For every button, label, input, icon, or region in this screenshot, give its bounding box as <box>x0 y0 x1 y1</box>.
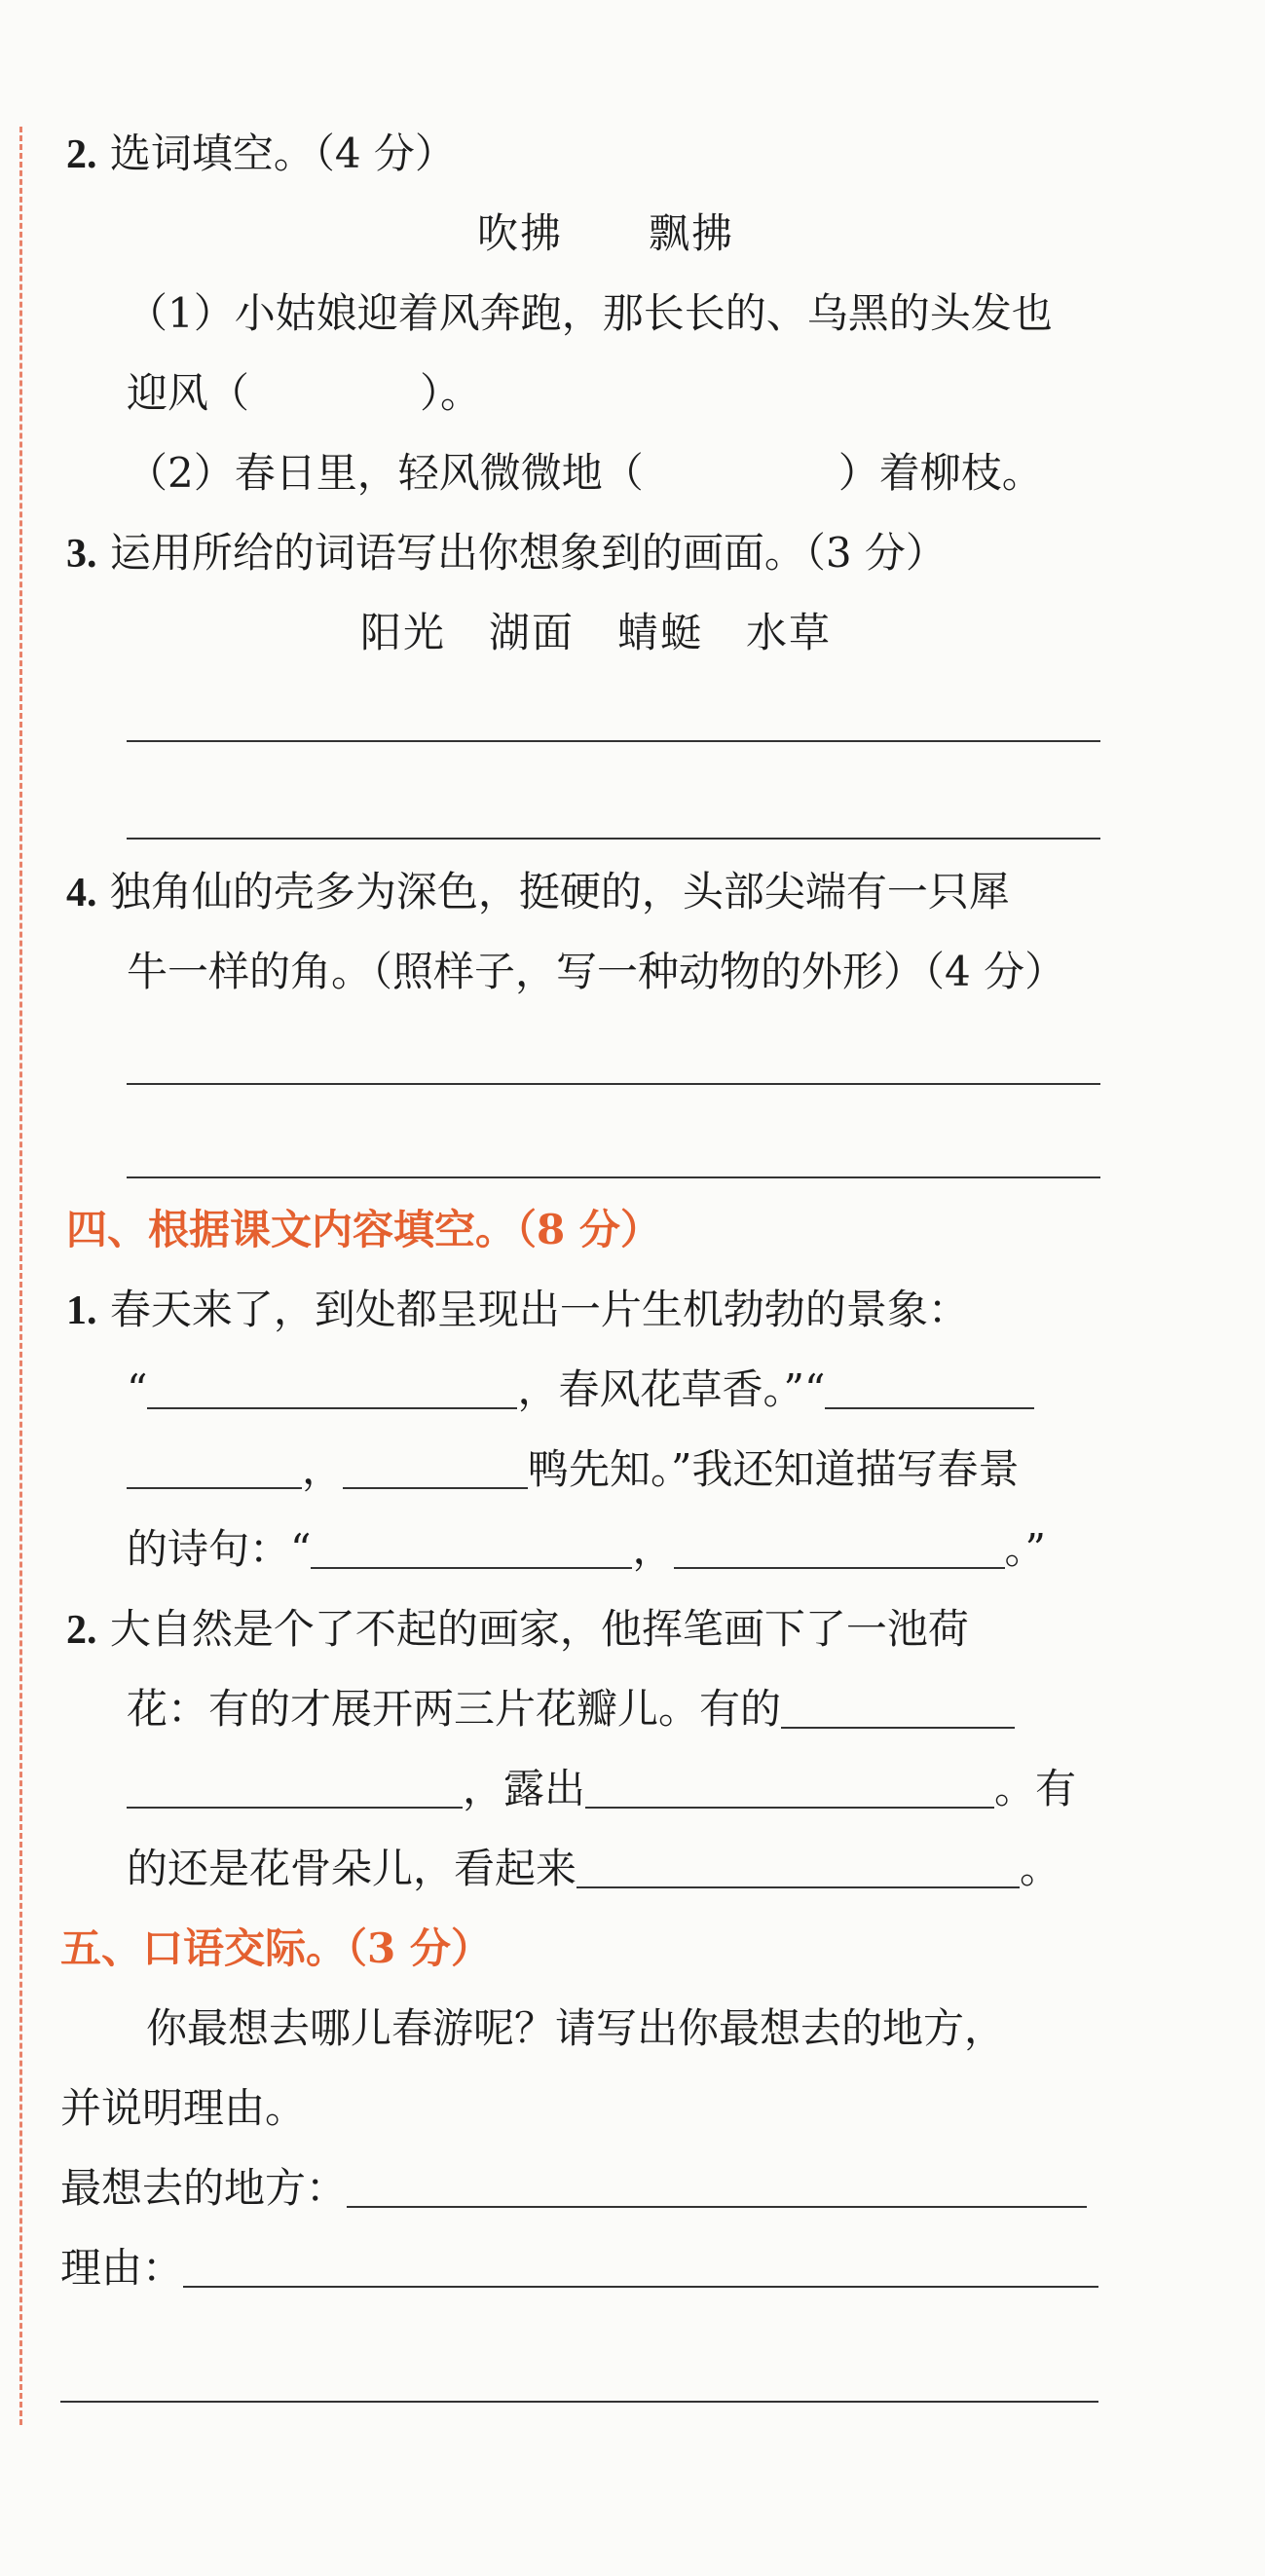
blank[interactable] <box>311 1528 632 1569</box>
question-number: 1. <box>66 1288 97 1333</box>
question-number: 3. <box>66 532 97 577</box>
sec4-p2-line-2: 花：有的才展开两三片花瓣儿。有的 <box>127 1682 1015 1736</box>
blank[interactable] <box>825 1368 1034 1409</box>
blank[interactable] <box>577 1848 1020 1888</box>
answer-line[interactable] <box>127 740 1100 742</box>
question-number: 2. <box>66 132 97 177</box>
question-2-heading <box>66 127 456 182</box>
answer-line[interactable] <box>127 1083 1100 1085</box>
word-choices: 吹拂 飘拂 <box>477 209 735 257</box>
blank[interactable] <box>127 1768 463 1809</box>
question-4-line-2: 牛一样的角。（照样子，写一种动物的外形）（4 分） <box>127 948 1066 995</box>
sec4-p2-line-1: 2. 大自然是个了不起的画家，他挥笔画下了一池荷 <box>66 1605 969 1653</box>
blank[interactable] <box>147 1368 517 1409</box>
place-label: 最想去的地方： <box>60 2164 348 2212</box>
question-4-line-1: 4. 独角仙的壳多为深色，挺硬的，头部尖端有一只犀 <box>66 868 1010 915</box>
answer-line[interactable] <box>60 2401 1098 2403</box>
blank[interactable] <box>781 1688 1015 1729</box>
reason-row <box>60 2241 1098 2296</box>
section-4-title: 四、根据课文内容填空。（8 分） <box>66 1206 661 1253</box>
sec4-p2-line-3: ，露出 。有 <box>127 1762 1076 1816</box>
sec4-p2-line-4: 的还是花骨朵儿，看起来 。 <box>127 1845 1061 1892</box>
question-title: 运用所给的词语写出你想象到的画面。（3 分） <box>109 529 947 577</box>
section-5-title: 五、口语交际。（3 分） <box>60 1924 492 1972</box>
blank[interactable] <box>585 1768 994 1809</box>
question-3-heading <box>66 526 947 581</box>
margin-dashed-line <box>19 127 22 2425</box>
blank[interactable] <box>343 1448 528 1489</box>
sec4-p1-line-4: 的诗句：“ ， 。” <box>127 1525 1046 1573</box>
blank[interactable] <box>127 1448 302 1489</box>
given-words: 阳光 湖面 蜻蜓 水草 <box>360 609 833 656</box>
reason-label: 理由： <box>60 2244 184 2292</box>
question-number: 2. <box>66 1608 97 1653</box>
question-title: 选词填空。（4 分） <box>109 130 456 177</box>
reason-answer-line[interactable] <box>183 2247 1098 2288</box>
sentence-2: （2）春日里，轻风微微地（ ）着柳枝。 <box>127 449 1043 497</box>
sentence-1-line-2: 迎风（ ）。 <box>127 369 482 417</box>
question-number: 4. <box>66 871 97 915</box>
place-answer-line[interactable] <box>347 2167 1087 2208</box>
place-row <box>60 2161 1087 2216</box>
blank[interactable] <box>674 1528 1005 1569</box>
answer-line[interactable] <box>127 1176 1100 1178</box>
answer-line[interactable] <box>127 838 1100 840</box>
sec5-paragraph-line-2: 并说明理由。 <box>60 2084 307 2132</box>
sec4-p1-line-3: ， 鸭先知。”我还知道描写春景 <box>127 1442 1020 1497</box>
sentence-1-line-1: （1）小姑娘迎着风奔跑，那长长的、乌黑的头发也 <box>127 289 1053 337</box>
sec4-p1-line-2: “ ，春风花草香。”“ <box>127 1363 1034 1417</box>
sec5-paragraph-line-1: 你最想去哪儿春游呢？请写出你最想去的地方， <box>146 2004 1006 2052</box>
sec4-p1-line-1: 1. 春天来了，到处都呈现出一片生机勃勃的景象： <box>66 1286 969 1333</box>
